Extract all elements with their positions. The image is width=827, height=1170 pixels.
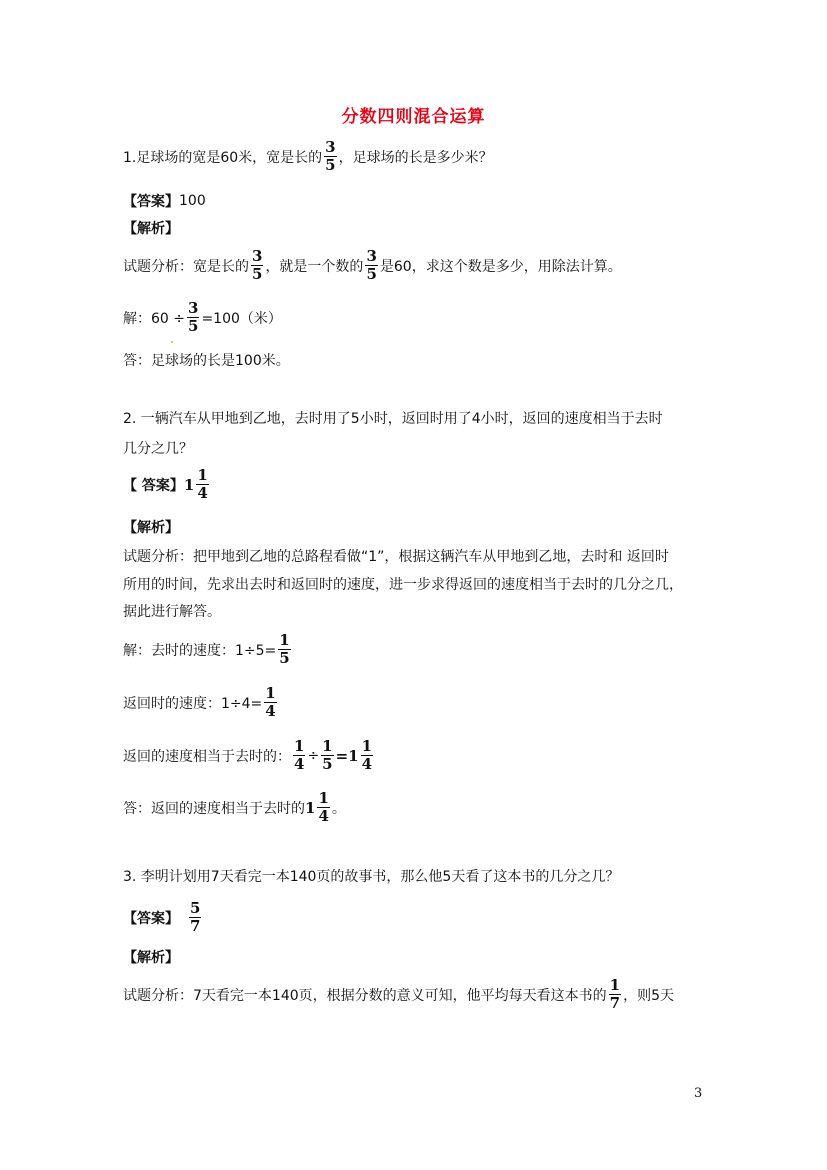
- q3-analysis-fraction: [609, 977, 621, 1012]
- fraction-numerator: 1: [322, 737, 333, 755]
- answer-label: 【答案】: [123, 910, 179, 927]
- q3-analysis-text-b: ，则5天: [623, 987, 674, 1004]
- q1-final: [123, 350, 290, 370]
- q2-step-3-fraction-3: [361, 738, 373, 773]
- q3-analysis-label: [123, 947, 179, 967]
- q1-stem: [123, 139, 493, 174]
- fraction-numerator: 3: [188, 299, 199, 317]
- q2-step-1: [123, 632, 293, 667]
- q2-answer: [123, 467, 211, 502]
- q2-step-2: [123, 685, 279, 720]
- q2-step-3-fraction-1: [293, 738, 305, 773]
- q2-step-1-text: 解：去时的速度：1÷5=: [123, 642, 277, 659]
- q2-step-2-fraction: [264, 685, 276, 720]
- fraction-denominator: 4: [294, 755, 305, 773]
- fraction-numerator: 3: [325, 138, 336, 156]
- q1-analysis-text-c: 是60，求这个数是多少，用除法计算。: [379, 258, 622, 275]
- q2-analysis-text-2: 所用的时间，先求出去时和返回时的速度，进一步求得返回的速度相当于去时的几分之几，: [123, 577, 683, 593]
- q2-analysis-text-3: 据此进行解答。: [123, 604, 221, 620]
- q1-stem-text-a: 1.足球场的宽是60米，宽是长的: [123, 149, 323, 166]
- q2-step-2-text: 返回时的速度：1÷4=: [123, 695, 263, 712]
- q2-final-period: 。: [331, 800, 346, 817]
- fraction-numerator: 1: [609, 976, 621, 994]
- fraction-denominator: 5: [322, 755, 333, 773]
- page-number: 3: [694, 1086, 703, 1101]
- q2-final-mixed-number: [305, 790, 332, 825]
- q1-stem-text-b: ，足球场的长是多少米？: [338, 149, 493, 166]
- q1-solution-fraction: [187, 300, 199, 335]
- fraction-denominator: 4: [265, 702, 276, 720]
- fraction-numerator: 1: [361, 737, 373, 755]
- fraction-numerator: 1: [265, 684, 276, 702]
- analysis-label: 【解析】: [123, 950, 179, 966]
- answer-label: 【答案】: [123, 194, 179, 210]
- q1-solution: [123, 300, 282, 335]
- q1-analysis: [123, 248, 622, 283]
- q3-answer: [123, 900, 203, 935]
- q1-answer: [123, 191, 206, 211]
- q2-answer-mixed-number: [184, 467, 211, 502]
- fraction-denominator: 7: [609, 994, 621, 1012]
- fraction-denominator: 5: [366, 265, 377, 283]
- fraction-denominator: 5: [325, 156, 336, 174]
- q1-stem-fraction: [324, 139, 336, 174]
- fraction-numerator: 5: [190, 899, 201, 917]
- fraction-denominator: 4: [318, 807, 329, 825]
- q3-analysis: [123, 977, 674, 1012]
- q3-answer-fraction: [189, 900, 201, 935]
- fraction-denominator: 4: [197, 484, 208, 502]
- q2-step-3: [123, 738, 375, 773]
- q3-stem-text: 3. 李明计划用7天看完一本140页的故事书，那么他5天看了这本书的几分之几？: [123, 869, 620, 885]
- q2-stem-text-1: 2. 一辆汽车从甲地到乙地，去时用了5小时，返回时用了4小时，返回的速度相当于去时: [123, 411, 663, 427]
- mixed-fraction: [317, 790, 329, 825]
- division-operator: ÷: [307, 747, 320, 764]
- analysis-label: 【解析】: [123, 520, 179, 536]
- q2-stem-line-2: [123, 438, 193, 458]
- q1-analysis-text-a: 试题分析：宽是长的: [123, 258, 249, 275]
- q2-step-1-fraction: [278, 632, 290, 667]
- stray-mark: [171, 341, 173, 343]
- q2-step-3-fraction-2: [321, 738, 333, 773]
- q1-analysis-text-b: ，就是一个数的: [265, 258, 364, 275]
- fraction-denominator: 4: [361, 755, 373, 773]
- equals-whole: =1: [335, 746, 359, 765]
- q2-step-3-text: 返回的速度相当于去时的：: [123, 748, 291, 765]
- answer-label: 【 答案】: [123, 477, 184, 494]
- q1-final-text: 答：足球场的长是100米。: [123, 353, 290, 369]
- q1-solution-text-b: =100（米）: [201, 310, 282, 327]
- q1-analysis-label: [123, 218, 179, 238]
- fraction-numerator: 3: [252, 247, 263, 265]
- document-title: 分数四则混合运算: [341, 107, 486, 127]
- analysis-label: 【解析】: [123, 221, 179, 237]
- q2-stem-text-2: 几分之几？: [123, 441, 193, 457]
- mixed-whole: 1: [305, 798, 316, 817]
- mixed-fraction: [196, 467, 208, 502]
- fraction-numerator: 1: [279, 631, 290, 649]
- q2-analysis-text-1: 试题分析：把甲地到乙地的总路程看做“1”，根据这辆汽车从甲地到乙地，去时和 返回时: [123, 549, 669, 565]
- q1-analysis-fraction-1: [251, 248, 263, 283]
- fraction-numerator: 1: [197, 466, 208, 484]
- fraction-numerator: 3: [366, 247, 377, 265]
- q3-analysis-text-a: 试题分析：7天看完一本140页，根据分数的意义可知，他平均每天看这本书的: [123, 987, 607, 1004]
- fraction-numerator: 1: [318, 789, 329, 807]
- fraction-denominator: 5: [188, 317, 199, 335]
- q2-analysis-line-2: [123, 574, 683, 594]
- q1-solution-text-a: 解：60 ÷: [123, 310, 185, 327]
- fraction-denominator: 5: [252, 265, 263, 283]
- q2-analysis-line-1: [123, 546, 669, 566]
- mixed-whole: 1: [183, 475, 195, 494]
- fraction-denominator: 5: [279, 649, 290, 667]
- q3-stem: [123, 866, 619, 886]
- q2-analysis-label: [123, 517, 179, 537]
- fraction-numerator: 1: [294, 737, 305, 755]
- fraction-denominator: 7: [190, 917, 201, 935]
- q1-analysis-fraction-2: [365, 248, 377, 283]
- q2-analysis-line-3: [123, 601, 221, 621]
- q2-final: [123, 790, 346, 825]
- q2-stem-line-1: [123, 408, 663, 428]
- q2-final-text: 答：返回的速度相当于去时的: [123, 800, 305, 817]
- answer-value: 100: [179, 193, 206, 209]
